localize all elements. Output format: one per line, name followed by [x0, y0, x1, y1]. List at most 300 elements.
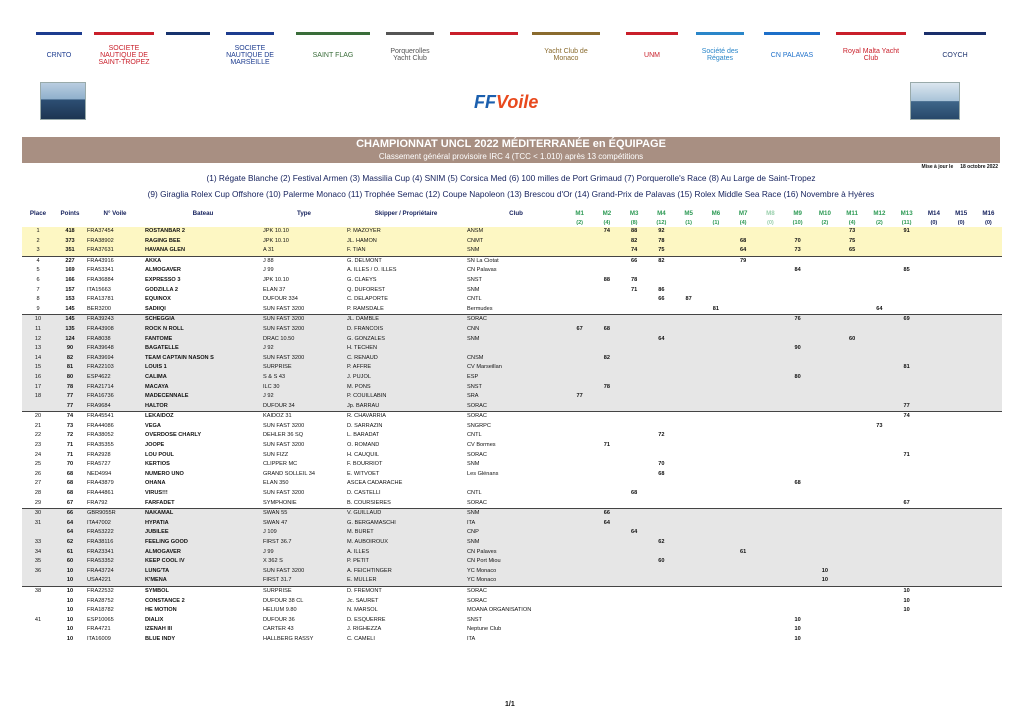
cell-race-8: [757, 392, 784, 402]
cell-race-10: [811, 392, 838, 402]
cell-points: 77: [54, 392, 86, 402]
cell-race-12: [866, 325, 893, 335]
cell-club: YC Monaco: [466, 576, 566, 586]
cell-race-4: [648, 266, 675, 276]
cell-race-1: [566, 431, 593, 441]
cell-bateau: LOU POUL: [144, 451, 262, 461]
cell-race-12: [866, 335, 893, 345]
cell-race-11: [839, 557, 866, 567]
cell-race-3: 82: [621, 237, 648, 247]
cell-race-13: 71: [893, 451, 920, 461]
cell-race-1: [566, 606, 593, 616]
cell-skipper: D. FRANCOIS: [346, 325, 466, 335]
cell-race-5: [675, 363, 702, 373]
cell-points: 166: [54, 276, 86, 286]
col-race-3: M3: [629, 210, 639, 217]
cell-race-14: [920, 246, 947, 256]
cell-voile: FRA28752: [86, 597, 144, 607]
cell-race-10: [811, 460, 838, 470]
cell-race-2: [593, 597, 620, 607]
cell-bateau: CONSTANCE 2: [144, 597, 262, 607]
snr-logo: Société des Régates: [696, 32, 744, 75]
col-points: Points: [60, 210, 80, 217]
table-row: [22, 519, 1002, 529]
cell-type: DUFOUR 34: [262, 402, 346, 412]
cell-race-10: [811, 227, 838, 237]
cell-race-12: [866, 538, 893, 548]
cell-race-14: [920, 383, 947, 393]
table-row: [22, 325, 1002, 335]
cell-club: [466, 479, 566, 489]
cell-race-5: [675, 286, 702, 296]
cell-club: SNM: [466, 538, 566, 548]
cell-race-10: [811, 286, 838, 296]
cell-skipper: M. PONS: [346, 383, 466, 393]
cell-race-1: [566, 616, 593, 626]
cell-club: CNP: [466, 528, 566, 538]
cell-bateau: ALMOGAVER: [144, 548, 262, 558]
cell-race-15: [948, 441, 975, 451]
cell-race-1: [566, 451, 593, 461]
cell-race-1: [566, 373, 593, 383]
cell-race-13: 91: [893, 227, 920, 237]
cell-race-14: [920, 237, 947, 247]
col-race-8: M8: [766, 210, 775, 217]
cell-race-10: [811, 383, 838, 393]
col-bateau: Bateau: [192, 210, 214, 217]
cell-race-7: [730, 354, 757, 364]
col-race-7: M7: [738, 210, 748, 217]
cell-race-16: [975, 576, 1002, 586]
cell-race-7: [730, 538, 757, 548]
pennant-logo: [166, 32, 210, 75]
page-number: 1/1: [505, 701, 515, 708]
cell-voile: FRA44086: [86, 422, 144, 432]
cell-race-1: [566, 635, 593, 645]
cell-race-2: [593, 412, 620, 422]
cell-club: SORAC: [466, 402, 566, 412]
cell-club: ITA: [466, 519, 566, 529]
cell-race-4: [648, 606, 675, 616]
cell-race-7: 64: [730, 246, 757, 256]
cell-voile: FRA44861: [86, 489, 144, 499]
cell-points: 62: [54, 538, 86, 548]
cell-race-16: [975, 335, 1002, 345]
coef-race-1: (2): [576, 220, 584, 226]
cell-race-6: [702, 246, 729, 256]
cell-race-9: [784, 586, 811, 596]
cell-skipper: G. GONZALES: [346, 335, 466, 345]
cell-race-7: [730, 441, 757, 451]
cell-race-16: [975, 538, 1002, 548]
table-row: [22, 499, 1002, 509]
cell-voile: FRA43724: [86, 567, 144, 577]
cell-points: 145: [54, 315, 86, 325]
cell-points: 81: [54, 363, 86, 373]
cell-race-12: [866, 295, 893, 305]
cell-race-5: [675, 451, 702, 461]
cell-place: 9: [22, 305, 54, 315]
cell-race-12: [866, 315, 893, 325]
cell-race-12: [866, 557, 893, 567]
cell-race-5: [675, 597, 702, 607]
cell-bateau: VIRUS!!!: [144, 489, 262, 499]
cell-race-8: [757, 402, 784, 412]
cell-race-11: [839, 586, 866, 596]
cell-race-13: [893, 256, 920, 266]
cell-race-9: [784, 451, 811, 461]
cell-club: CNTL: [466, 295, 566, 305]
cell-race-10: [811, 305, 838, 315]
cell-race-4: 70: [648, 460, 675, 470]
cell-race-1: [566, 509, 593, 519]
cell-bateau: HE MOTION: [144, 606, 262, 616]
cell-race-15: [948, 519, 975, 529]
cell-race-13: [893, 470, 920, 480]
cell-club: SORAC: [466, 586, 566, 596]
cell-race-11: 65: [839, 246, 866, 256]
cell-race-6: [702, 422, 729, 432]
cell-race-14: [920, 460, 947, 470]
table-row: [22, 479, 1002, 489]
cell-race-5: [675, 499, 702, 509]
cell-skipper: P. AFFRE: [346, 363, 466, 373]
cell-race-7: [730, 479, 757, 489]
cell-race-12: [866, 528, 893, 538]
cell-race-14: [920, 606, 947, 616]
cell-race-6: [702, 325, 729, 335]
cell-race-5: [675, 489, 702, 499]
cell-race-12: [866, 616, 893, 626]
cell-race-2: [593, 402, 620, 412]
cell-race-15: [948, 237, 975, 247]
col-race-16: M16: [982, 210, 995, 217]
cell-points: 10: [54, 597, 86, 607]
cell-race-2: [593, 499, 620, 509]
cell-race-1: [566, 519, 593, 529]
cell-race-9: 10: [784, 625, 811, 635]
cell-race-1: [566, 557, 593, 567]
cell-race-11: 75: [839, 237, 866, 247]
cell-voile: FRA43879: [86, 479, 144, 489]
cell-place: [22, 576, 54, 586]
cell-race-4: [648, 597, 675, 607]
ycm-logo: Yacht Club de Monaco: [532, 32, 600, 75]
cell-race-16: [975, 295, 1002, 305]
cell-race-15: [948, 460, 975, 470]
cell-race-10: [811, 625, 838, 635]
cell-bateau: GODZILLA 2: [144, 286, 262, 296]
cell-race-8: [757, 597, 784, 607]
cell-skipper: A. ILLES / O. ILLES: [346, 266, 466, 276]
cell-race-9: [784, 606, 811, 616]
cell-race-1: [566, 335, 593, 345]
table-row: [22, 528, 1002, 538]
cell-race-16: [975, 237, 1002, 247]
cell-points: 61: [54, 548, 86, 558]
cell-race-13: [893, 616, 920, 626]
cell-race-5: [675, 256, 702, 266]
cell-race-13: [893, 509, 920, 519]
cell-race-5: [675, 227, 702, 237]
cell-race-7: [730, 363, 757, 373]
cell-race-13: [893, 519, 920, 529]
cell-points: 10: [54, 576, 86, 586]
cell-race-5: [675, 519, 702, 529]
cell-race-12: [866, 266, 893, 276]
cell-race-4: 78: [648, 237, 675, 247]
table-row: [22, 295, 1002, 305]
cell-race-3: [621, 383, 648, 393]
cell-race-1: [566, 383, 593, 393]
cell-club: SRA: [466, 392, 566, 402]
cell-race-11: [839, 305, 866, 315]
cell-race-15: [948, 538, 975, 548]
cell-race-6: [702, 479, 729, 489]
cell-place: 5: [22, 266, 54, 276]
cell-points: 135: [54, 325, 86, 335]
cell-race-14: [920, 519, 947, 529]
coef-race-4: (12): [656, 220, 667, 226]
cell-skipper: D. CASTELLI: [346, 489, 466, 499]
cell-place: 41: [22, 616, 54, 626]
cell-type: SUN FAST 3200: [262, 315, 346, 325]
cell-type: JPK 10.10: [262, 276, 346, 286]
cell-race-16: [975, 509, 1002, 519]
cell-race-8: [757, 335, 784, 345]
cell-race-8: [757, 276, 784, 286]
cell-points: 90: [54, 344, 86, 354]
cell-race-4: 64: [648, 335, 675, 345]
page-subtitle: Classement général provisoire IRC 4 (TCC < 1.010) après 13 compétitions: [378, 152, 644, 161]
cell-race-7: [730, 509, 757, 519]
cell-race-4: [648, 363, 675, 373]
cell-points: 418: [54, 227, 86, 237]
cell-type: ILC 30: [262, 383, 346, 393]
col-skipper: Skipper / Propriétaire: [374, 210, 438, 217]
cell-race-14: [920, 489, 947, 499]
cell-race-14: [920, 441, 947, 451]
cell-race-11: [839, 451, 866, 461]
cell-race-12: [866, 625, 893, 635]
cell-race-3: [621, 354, 648, 364]
cell-race-13: [893, 383, 920, 393]
cell-race-11: [839, 412, 866, 422]
cell-voile: FRA13781: [86, 295, 144, 305]
cell-race-14: [920, 256, 947, 266]
cell-race-3: [621, 344, 648, 354]
cell-type: J 88: [262, 256, 346, 266]
cell-skipper: H. TECHEN: [346, 344, 466, 354]
cell-race-3: [621, 402, 648, 412]
cell-race-15: [948, 597, 975, 607]
cell-race-11: [839, 383, 866, 393]
cell-club: Les Glénans: [466, 470, 566, 480]
cell-race-2: [593, 567, 620, 577]
cell-bateau: MADECENNALE: [144, 392, 262, 402]
cell-club: SNM: [466, 246, 566, 256]
cell-race-16: [975, 325, 1002, 335]
col-race-1: M1: [575, 210, 584, 217]
cell-race-1: [566, 567, 593, 577]
cell-race-3: [621, 470, 648, 480]
cell-race-14: [920, 227, 947, 237]
cell-race-16: [975, 479, 1002, 489]
cell-type: S & S 43: [262, 373, 346, 383]
cell-race-16: [975, 451, 1002, 461]
cell-race-5: [675, 246, 702, 256]
cell-race-8: [757, 519, 784, 529]
cell-race-8: [757, 246, 784, 256]
cell-race-2: [593, 266, 620, 276]
col-race-14: M14: [927, 210, 940, 217]
table-row: [22, 509, 1002, 519]
cell-race-12: [866, 499, 893, 509]
cell-race-12: [866, 402, 893, 412]
coef-race-13: (11): [901, 220, 912, 226]
cell-race-14: [920, 625, 947, 635]
cell-race-3: 88: [621, 227, 648, 237]
cell-race-6: [702, 538, 729, 548]
cell-race-6: [702, 616, 729, 626]
cell-race-10: [811, 431, 838, 441]
cell-bateau: KERTIOS: [144, 460, 262, 470]
cell-race-13: 77: [893, 402, 920, 412]
cell-type: DUFOUR 38 CL: [262, 597, 346, 607]
cell-points: 80: [54, 373, 86, 383]
cell-skipper: B. COURSIERES: [346, 499, 466, 509]
cell-race-7: [730, 606, 757, 616]
cell-race-10: [811, 479, 838, 489]
cell-type: DRAC 10.50: [262, 335, 346, 345]
cell-race-6: [702, 286, 729, 296]
cell-race-14: [920, 635, 947, 645]
cell-race-16: [975, 548, 1002, 558]
cell-race-15: [948, 576, 975, 586]
cell-bateau: RAGING BEE: [144, 237, 262, 247]
cell-race-5: [675, 305, 702, 315]
cell-race-5: [675, 325, 702, 335]
regatta-list-line-1: (1) Régate Blanche (2) Festival Armen (3) Massilia Cup (4) SNIM (5) Corsica Med (6) 100 milles de Port Grimaud (7) Porquerolle's Race (8) Au Large de Saint-Tropez: [206, 173, 816, 183]
cell-race-2: [593, 335, 620, 345]
cell-race-5: [675, 460, 702, 470]
table-row: [22, 441, 1002, 451]
cell-skipper: Jp. BARRAU: [346, 402, 466, 412]
cell-race-6: [702, 548, 729, 558]
cell-place: 26: [22, 470, 54, 480]
cell-voile: ITA47002: [86, 519, 144, 529]
cell-race-9: [784, 412, 811, 422]
table-row: [22, 246, 1002, 256]
cell-race-12: [866, 597, 893, 607]
cell-race-14: [920, 528, 947, 538]
cell-bateau: LEKAIDOZ: [144, 412, 262, 422]
cell-club: CV Bormes: [466, 441, 566, 451]
cell-club: SORAC: [466, 451, 566, 461]
cell-race-7: [730, 295, 757, 305]
cell-race-8: [757, 266, 784, 276]
cell-race-14: [920, 538, 947, 548]
cell-race-7: [730, 412, 757, 422]
cell-race-9: [784, 538, 811, 548]
cell-race-11: 60: [839, 335, 866, 345]
cell-race-4: [648, 344, 675, 354]
cell-race-15: [948, 344, 975, 354]
cell-race-11: [839, 373, 866, 383]
coef-race-2: (4): [603, 220, 611, 226]
cell-race-2: [593, 422, 620, 432]
cell-race-2: [593, 256, 620, 266]
cell-race-10: [811, 528, 838, 538]
cell-race-9: [784, 392, 811, 402]
cell-race-3: 71: [621, 286, 648, 296]
cell-race-12: [866, 567, 893, 577]
cell-race-4: 68: [648, 470, 675, 480]
cell-race-7: [730, 597, 757, 607]
cell-bateau: KEEP COOL IV: [144, 557, 262, 567]
cell-race-10: 10: [811, 567, 838, 577]
cell-skipper: M. BURET: [346, 528, 466, 538]
cell-race-7: [730, 305, 757, 315]
cell-race-10: [811, 276, 838, 286]
cell-skipper: F. BOURRIOT: [346, 460, 466, 470]
cell-race-8: [757, 625, 784, 635]
cell-points: 124: [54, 335, 86, 345]
cell-race-6: [702, 383, 729, 393]
cell-race-9: [784, 548, 811, 558]
cell-race-9: [784, 528, 811, 538]
cell-race-15: [948, 548, 975, 558]
cell-race-2: [593, 363, 620, 373]
cell-bateau: FEELING GOOD: [144, 538, 262, 548]
cell-race-11: [839, 499, 866, 509]
cell-type: KAIDOZ 31: [262, 412, 346, 422]
cell-race-5: [675, 373, 702, 383]
cell-skipper: P. MAZOYER: [346, 227, 466, 237]
cell-race-16: [975, 557, 1002, 567]
cell-place: [22, 402, 54, 412]
cell-race-1: [566, 441, 593, 451]
cell-race-1: [566, 354, 593, 364]
cell-race-3: [621, 441, 648, 451]
cell-race-10: [811, 295, 838, 305]
cell-race-14: [920, 576, 947, 586]
cell-type: ELAN 350: [262, 479, 346, 489]
cell-race-11: [839, 606, 866, 616]
cell-race-6: [702, 451, 729, 461]
cell-race-12: [866, 606, 893, 616]
cell-race-4: 75: [648, 246, 675, 256]
table-row: [22, 576, 1002, 586]
table-row: [22, 392, 1002, 402]
cell-points: 67: [54, 499, 86, 509]
cell-skipper: G. DELMONT: [346, 256, 466, 266]
cell-race-3: [621, 373, 648, 383]
cell-bateau: FANTOME: [144, 335, 262, 345]
cell-race-5: [675, 576, 702, 586]
cell-type: CLIPPER MC: [262, 460, 346, 470]
cell-race-11: [839, 266, 866, 276]
cell-race-5: [675, 538, 702, 548]
cell-race-5: [675, 616, 702, 626]
cell-race-15: [948, 509, 975, 519]
cell-voile: FRA43916: [86, 256, 144, 266]
table-row: [22, 606, 1002, 616]
cell-points: 73: [54, 422, 86, 432]
cell-race-4: [648, 576, 675, 586]
cell-race-14: [920, 412, 947, 422]
cell-race-11: [839, 402, 866, 412]
